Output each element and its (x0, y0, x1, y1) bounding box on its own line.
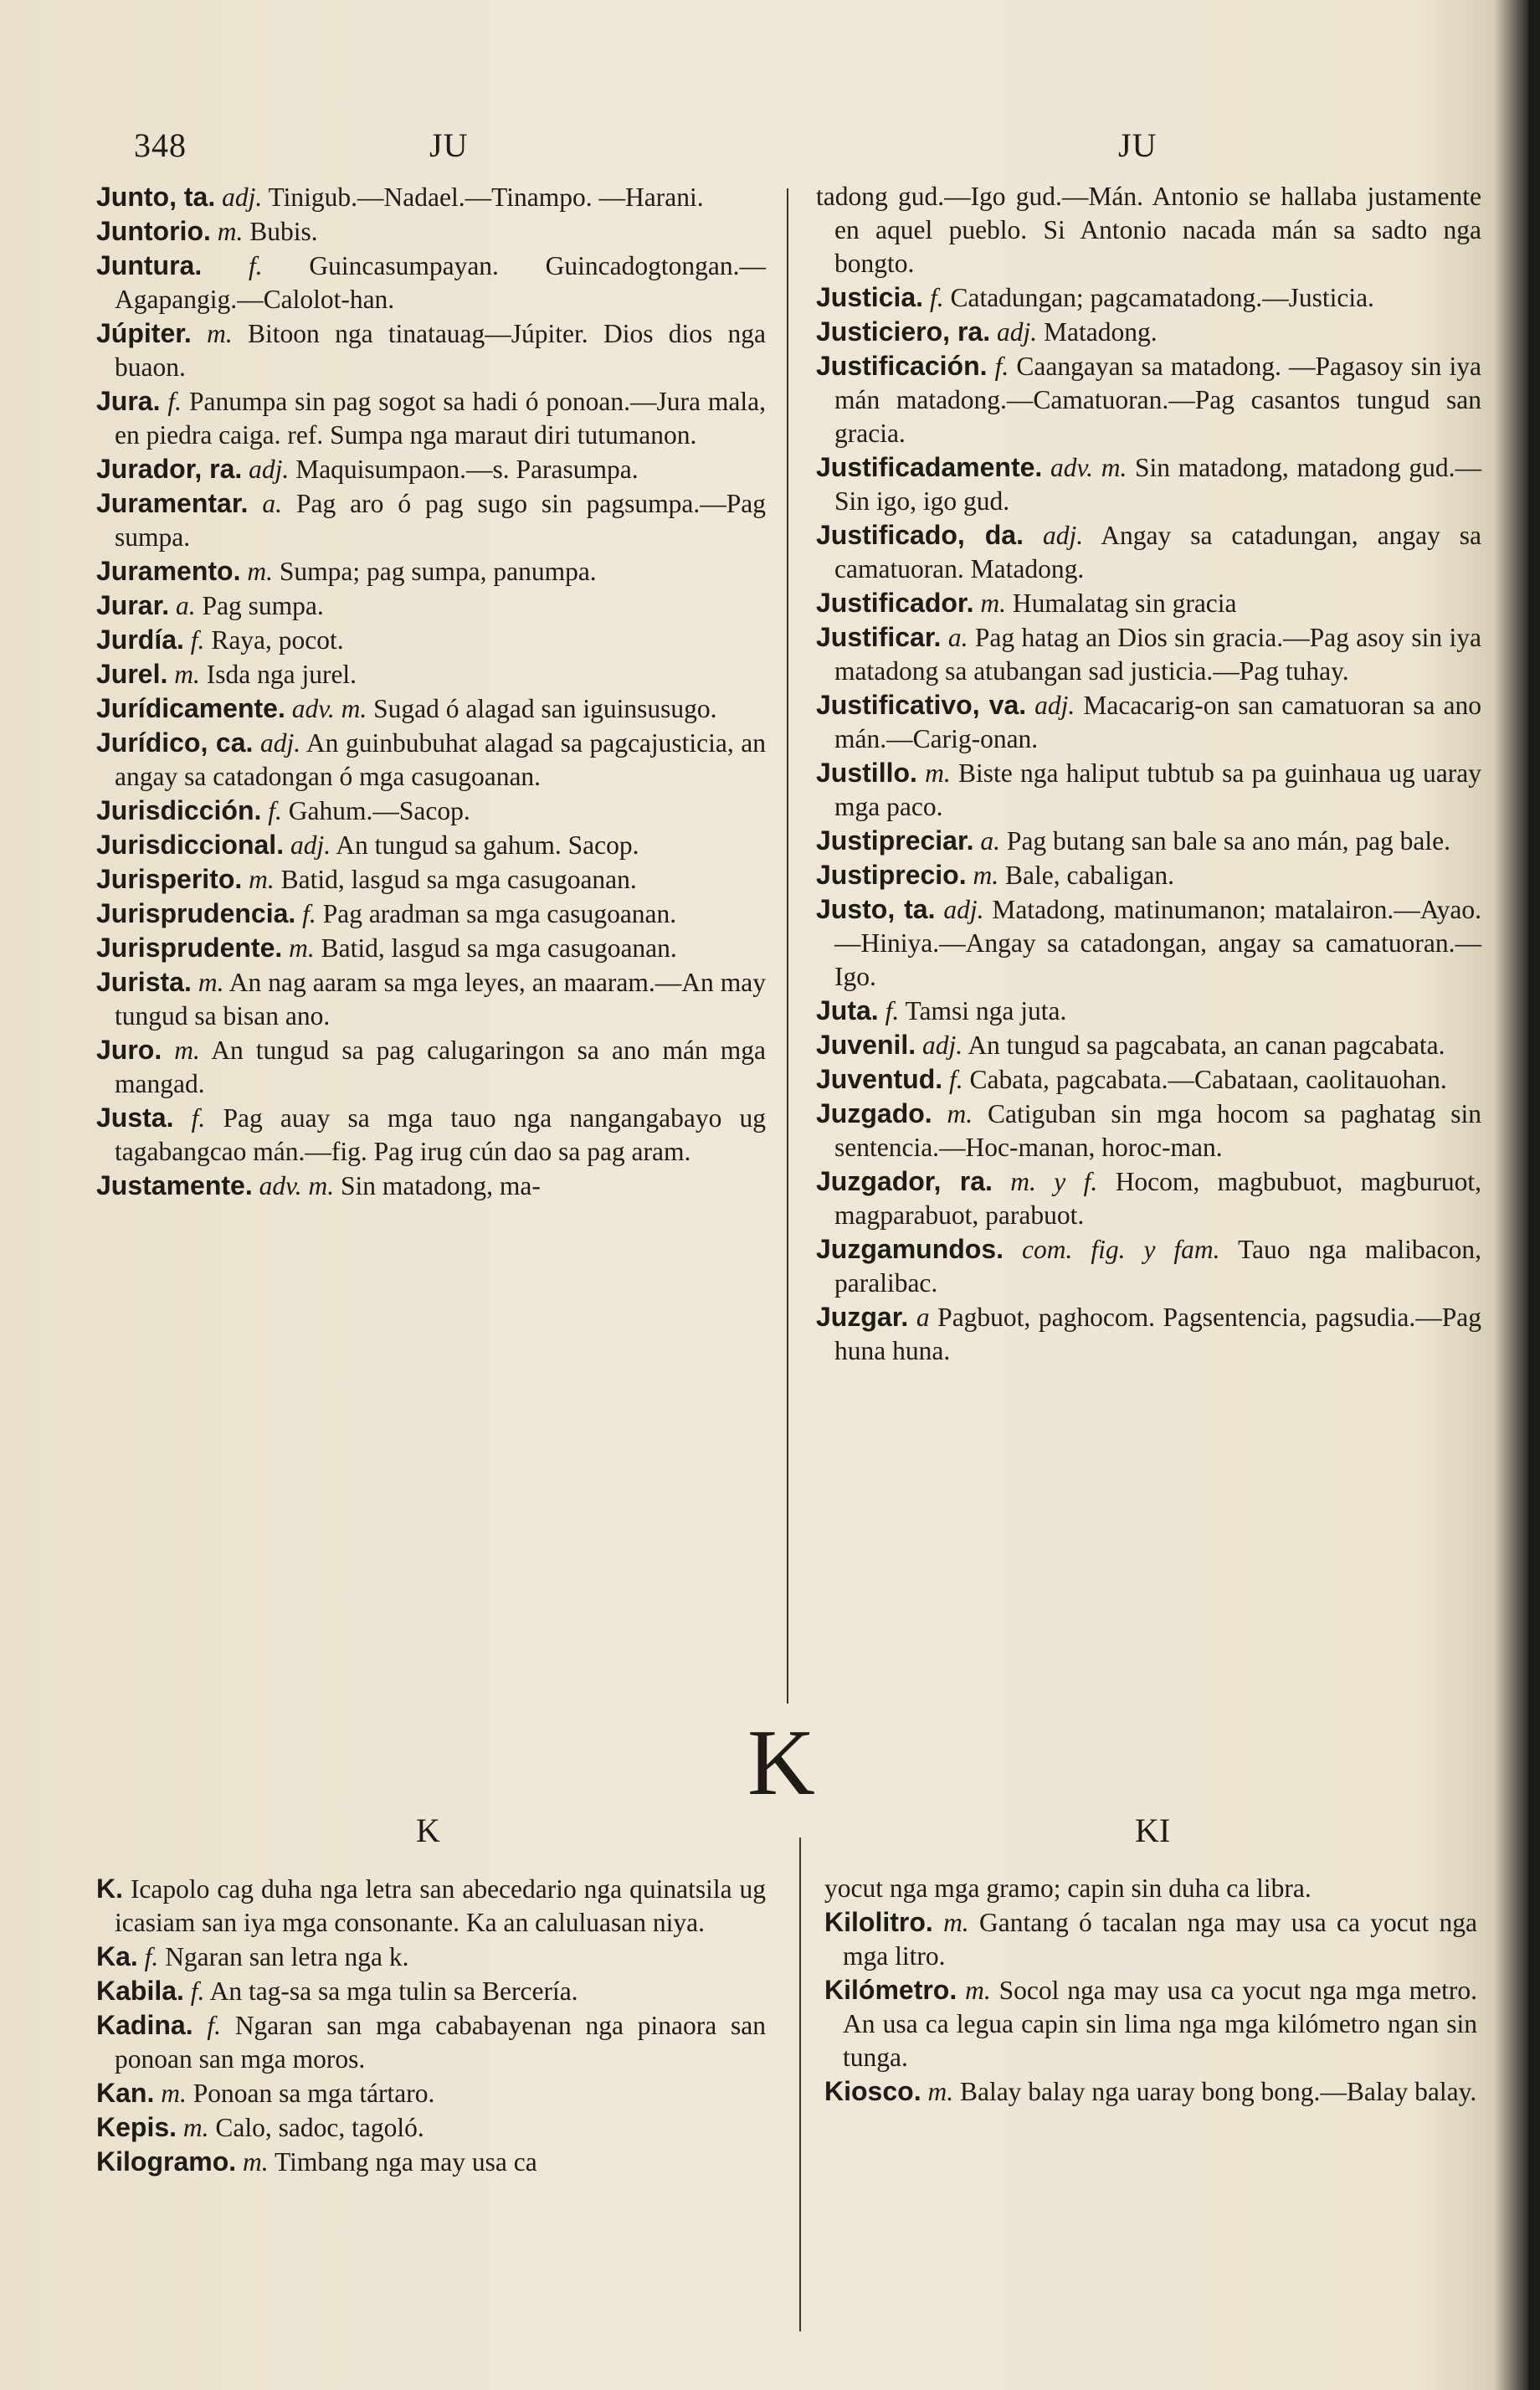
entry-abbreviation: adj. (922, 1031, 963, 1060)
entry-abbreviation: adj. (1042, 521, 1084, 550)
dictionary-entry (816, 858, 1481, 892)
k-left-column (96, 1872, 766, 2179)
entry-definition: An tag-sa sa mga tulin sa Bercería. (209, 1976, 578, 2006)
dictionary-entry (96, 2145, 766, 2179)
entry-headword: Juntorio. (96, 216, 211, 246)
entry-abbreviation: m. (207, 319, 233, 348)
dictionary-entry (96, 214, 766, 249)
entry-headword: Justillo. (816, 758, 917, 788)
entry-abbreviation: a. (980, 826, 1001, 856)
entry-abbreviation: m. (943, 1908, 969, 1937)
dictionary-entry (816, 824, 1481, 858)
entry-headword: Juzgado. (816, 1098, 932, 1128)
dictionary-entry (816, 1097, 1481, 1164)
entry-abbreviation: m. (198, 968, 224, 997)
entry-definition: Gantang ó tacalan nga may usa ca yocut nga mga litro. (843, 1908, 1478, 1971)
entry-headword: Jurdía. (96, 624, 184, 655)
entry-abbreviation: a. (176, 591, 196, 620)
entry-abbreviation: f. (191, 1103, 206, 1133)
entry-abbreviation: f. (248, 251, 263, 280)
entry-abbreviation: adj. (249, 455, 290, 484)
k-right-guide: KI (1135, 1812, 1171, 1849)
entry-headword: Justa. (96, 1102, 174, 1133)
entry-abbreviation: a (916, 1303, 930, 1332)
entry-definition: Cabata, pagcabata.—Cabataan, caolitauohan. (969, 1065, 1447, 1094)
dictionary-entry (816, 180, 1481, 280)
entry-definition: Pag aro ó pag sugo sin pagsumpa.—Pag sumpa. (115, 489, 766, 552)
entry-headword: Jurídicamente. (96, 693, 285, 723)
entry-definition: Tinigub.—Nadael.—Tinampo. —Harani. (268, 182, 704, 212)
entry-headword: Juventud. (816, 1064, 943, 1094)
entry-abbreviation: adj. (943, 895, 984, 924)
page-number: 348 (134, 126, 187, 164)
entry-headword: Jurador, ra. (96, 454, 243, 484)
entry-headword: Juramentar. (96, 488, 249, 518)
entry-headword: Juro. (96, 1035, 162, 1065)
entry-definition: Batid, lasgud sa mga casugoanan. (280, 865, 637, 894)
dictionary-entry (816, 688, 1481, 756)
entry-headword: Justificadamente. (816, 452, 1043, 482)
entry-definition: Sugad ó alagad san iguinsusugo. (373, 694, 717, 723)
entry-headword: Jurisprudencia. (96, 898, 296, 928)
dictionary-entry (816, 994, 1481, 1028)
entry-abbreviation: m. (965, 1976, 991, 2005)
entry-headword: Juta. (816, 995, 879, 1025)
dictionary-entry (816, 280, 1481, 315)
entry-headword: Kilolitro. (824, 1907, 933, 1937)
entry-abbreviation: f. (144, 1942, 159, 1971)
entry-definition: Matadong, matinumanon; matalairon.—Ayao.—Hiniya.—Angay sa catadongan, angay sa camatuoran.—Igo. (834, 895, 1482, 991)
entry-definition: Gahum.—Sacop. (288, 796, 470, 825)
entry-definition: Pag aradman sa mga casugoanan. (322, 899, 677, 928)
entry-abbreviation: f. (302, 899, 316, 928)
dictionary-entry (96, 452, 766, 486)
k-right-column (824, 1872, 1477, 2109)
entry-definition: yocut nga mga gramo; capin sin duha ca libra. (824, 1873, 1312, 1903)
book-spine-edge (1528, 0, 1540, 2390)
entry-abbreviation: m. (243, 2147, 269, 2177)
entry-abbreviation: f. (268, 796, 282, 825)
dictionary-entry (816, 518, 1481, 586)
entry-headword: Kilómetro. (824, 1975, 957, 2005)
entry-abbreviation: f. (929, 283, 944, 312)
entry-headword: Jurídico, ca. (96, 727, 254, 758)
entry-definition: Bale, cabaligan. (1004, 861, 1175, 890)
entry-headword: Juzgar. (816, 1302, 909, 1332)
entry-abbreviation: m. y f. (1010, 1167, 1098, 1196)
entry-definition: Biste nga haliput tubtub sa pa guinhaua ug uaray mga paco. (834, 758, 1481, 821)
entry-headword: Jurista. (96, 967, 192, 997)
entry-abbreviation: adv. m. (1050, 453, 1127, 482)
entry-definition: Sin matadong, ma- (341, 1171, 541, 1200)
entry-abbreviation: f. (207, 2011, 222, 2040)
entry-definition: Guincasumpayan. Guincadogtongan.—Agapangig.—Calolot-han. (115, 251, 767, 314)
dictionary-entry (96, 965, 766, 1033)
dictionary-entry (96, 1974, 766, 2008)
entry-definition: Sumpa; pag sumpa, panumpa. (279, 557, 597, 586)
entry-abbreviation: m. (161, 2079, 187, 2108)
entry-headword: Justificación. (816, 351, 988, 381)
dictionary-entry (96, 623, 766, 657)
dictionary-entry (816, 756, 1481, 824)
entry-abbreviation: m. (247, 557, 273, 586)
entry-headword: Kilogramo. (96, 2146, 237, 2177)
dictionary-entry (96, 249, 766, 316)
entry-headword: Júpiter. (96, 318, 192, 348)
dictionary-entry (816, 1232, 1481, 1300)
entry-headword: Kiosco. (824, 2076, 921, 2106)
entry-abbreviation: adv. m. (291, 694, 367, 723)
entry-headword: Justiciero, ra. (816, 316, 991, 347)
entry-abbreviation: com. fig. y fam. (1022, 1235, 1220, 1264)
dictionary-entry (816, 586, 1481, 620)
entry-definition: Pag butang san bale sa ano mán, pag bale. (1006, 826, 1451, 856)
entry-definition: Balay balay nga uaray bong bong.—Balay balay. (959, 2077, 1477, 2106)
entry-abbreviation: a. (262, 489, 282, 518)
entry-headword: Jurisdiccional. (96, 830, 285, 860)
entry-definition: An tungud sa pagcabata, an canan pagcabata. (968, 1031, 1445, 1060)
entry-definition: Pag hatag an Dios sin gracia.—Pag asoy sin iya matadong sa atubangan sad justicia.—Pag tuhay. (834, 623, 1482, 686)
entry-headword: Kepis. (96, 2112, 177, 2142)
entry-definition: Socol nga may usa ca yocut nga mga metro. An usa ca legua capin sin lima nga mga kilómetro ngan sin tunga. (843, 1976, 1478, 2072)
entry-abbreviation: f. (190, 1976, 205, 2006)
entry-definition: Pagbuot, paghocom. Pagsentencia, pagsudia.—Pag huna huna. (834, 1303, 1482, 1365)
dictionary-entry (96, 794, 766, 828)
entry-definition: Ngaran san letra nga k. (165, 1942, 409, 1971)
entry-definition: An tungud sa pag calugaringon sa ano mán mga mangad. (115, 1036, 767, 1098)
entry-definition: Maquisumpaon.—s. Parasumpa. (295, 455, 639, 484)
column-rule-k (799, 1837, 801, 2331)
entry-definition: Pag sumpa. (202, 591, 324, 620)
column-rule (787, 188, 788, 1704)
dictionary-entry (96, 1940, 766, 1974)
entry-headword: Jurisprudente. (96, 933, 283, 963)
dictionary-entry (96, 828, 766, 862)
entry-definition: Ngaran san mga cababayenan nga pinaora san ponoan san mga moros. (115, 2011, 767, 2074)
entry-headword: Kan. (96, 2078, 155, 2108)
dictionary-entry (96, 384, 766, 452)
entry-definition: Hocom, magbubuot, magburuot, magparabuot, parabuot. (834, 1167, 1482, 1230)
entry-headword: Justificar. (816, 622, 942, 652)
entry-headword: Jurisdicción. (96, 795, 262, 825)
dictionary-entry (96, 931, 766, 965)
entry-definition: An guinbubuhat alagad sa pagcajusticia, an angay sa catadongan ó mga casugoanan. (115, 728, 767, 791)
section-letter: K (747, 1711, 815, 1815)
left-guide-word: JU (429, 126, 469, 164)
dictionary-entry (816, 450, 1481, 518)
entry-headword: Juramento. (96, 556, 241, 586)
entry-definition: Angay sa catadungan, angay sa camatuoran. Matadong. (834, 521, 1481, 583)
entry-definition: Tauo nga malibacon, paralibac. (834, 1235, 1482, 1298)
entry-abbreviation: adj. (222, 182, 263, 212)
dictionary-entry (816, 1300, 1481, 1368)
entry-definition: An nag aaram sa mga leyes, an maaram.—An may tungud sa bisan ano. (115, 968, 767, 1031)
dictionary-entry (96, 180, 766, 214)
dictionary-entry (816, 1164, 1481, 1232)
entry-headword: Juzgador, ra. (816, 1166, 993, 1196)
entry-abbreviation: f. (167, 387, 182, 416)
entry-headword: Juzgamundos. (816, 1234, 1004, 1264)
dictionary-entry (96, 1872, 766, 1940)
entry-definition: Sin matadong, matadong gud.—Sin igo, igo gud. (834, 453, 1482, 516)
entry-abbreviation: f. (885, 996, 900, 1025)
entry-abbreviation: f. (994, 352, 1009, 381)
entry-definition: Humalatag sin gracia (1012, 589, 1237, 618)
right-guide-word: JU (1118, 126, 1158, 164)
entry-abbreviation: m. (980, 589, 1006, 618)
entry-definition: Icapolo cag duha nga letra san abecedario nga quinatsila ug icasiam san iya mga consonante. Ka an caluluasan niya. (115, 1874, 766, 1937)
dictionary-entry (824, 1872, 1477, 1905)
entry-definition: Isda nga jurel. (206, 660, 357, 689)
dictionary-entry (96, 691, 766, 726)
entry-headword: Justipreciar. (816, 825, 974, 856)
entry-definition: Calo, sadoc, tagoló. (215, 2113, 424, 2142)
entry-definition: An tungud sa gahum. Sacop. (336, 830, 639, 860)
entry-definition: Tamsi nga juta. (905, 996, 1067, 1025)
entry-headword: Justificativo, va. (816, 690, 1027, 720)
entry-headword: Justicia. (816, 282, 924, 312)
entry-abbreviation: adj. (996, 317, 1038, 347)
dictionary-entry (816, 349, 1481, 450)
dictionary-entry (96, 897, 766, 931)
entry-definition: tadong gud.—Igo gud.—Mán. Antonio se hallaba justamente en aquel pueblo. Si Antonio nacada mán sa sadto nga bongto. (816, 182, 1481, 278)
dictionary-entry (96, 2076, 766, 2110)
dictionary-entry (816, 315, 1481, 349)
entry-definition: Ponoan sa mga tártaro. (192, 2079, 435, 2108)
entry-headword: Junto, ta. (96, 182, 216, 212)
entry-abbreviation: a. (947, 623, 968, 652)
entry-abbreviation: m. (174, 660, 200, 689)
entry-headword: Justificador. (816, 588, 974, 618)
dictionary-entry (96, 657, 766, 691)
entry-abbreviation: m. (947, 1099, 973, 1128)
entry-headword: Justiprecio. (816, 860, 967, 890)
dictionary-entry (96, 2110, 766, 2145)
entry-headword: K. (96, 1873, 123, 1904)
entry-headword: Jurel. (96, 659, 168, 689)
entry-abbreviation: m. (249, 865, 275, 894)
entry-abbreviation: m. (925, 758, 951, 788)
entry-headword: Kabila. (96, 1976, 184, 2006)
entry-definition: Catadungan; pagcamatadong.—Justicia. (950, 283, 1374, 312)
entry-headword: Juntura. (96, 250, 203, 280)
entry-abbreviation: adj. (1034, 691, 1075, 720)
entry-headword: Jura. (96, 386, 161, 416)
entry-definition: Timbang nga may usa ca (274, 2147, 537, 2177)
dictionary-entry (96, 589, 766, 623)
entry-abbreviation: m. (973, 861, 999, 890)
dictionary-entry (816, 1062, 1481, 1097)
entry-definition: Catiguban sin mga hocom sa paghatag sin sentencia.—Hoc-manan, horoc-man. (834, 1099, 1482, 1162)
entry-abbreviation: m. (927, 2077, 954, 2106)
dictionary-entry (816, 1028, 1481, 1062)
entry-definition: Batid, lasgud sa mga casugoanan. (321, 933, 677, 963)
entry-definition: Macacarig-on san camatuoran sa ano mán.—Carig-onan. (834, 691, 1481, 753)
ju-left-column (96, 180, 766, 1203)
entry-abbreviation: m. (217, 217, 244, 246)
entry-abbreviation: m. (289, 933, 315, 963)
dictionary-entry (96, 486, 766, 554)
entry-definition: Bitoon nga tinatauag—Júpiter. Dios dios nga buaon. (115, 319, 767, 382)
entry-abbreviation: adj. (290, 830, 331, 860)
entry-definition: Matadong. (1043, 317, 1158, 347)
ju-right-column (816, 180, 1481, 1368)
entry-definition: Raya, pocot. (211, 625, 344, 655)
entry-headword: Jurar. (96, 590, 170, 620)
entry-abbreviation: adv. m. (259, 1171, 335, 1200)
dictionary-entry (96, 1101, 766, 1169)
entry-definition: Caangayan sa matadong. —Pagasoy sin iya mán matadong.—Camatuoran.—Pag casantos tungud san gracia. (834, 352, 1482, 448)
entry-abbreviation: m. (174, 1036, 200, 1065)
dictionary-entry (96, 2008, 766, 2076)
dictionary-entry (824, 1973, 1477, 2074)
entry-definition: Bubis. (249, 217, 318, 246)
dictionary-entry (824, 2074, 1477, 2109)
entry-headword: Justificado, da. (816, 520, 1024, 550)
entry-definition: Panumpa sin pag sogot sa hadi ó ponoan.—Jura mala, en piedra caiga. ref. Sumpa nga maraut diri tutumanon. (115, 387, 767, 450)
dictionary-entry (96, 726, 766, 794)
entry-abbreviation: f. (949, 1065, 963, 1094)
entry-headword: Justo, ta. (816, 894, 936, 924)
entry-headword: Jurisperito. (96, 864, 243, 894)
dictionary-entry (96, 1033, 766, 1101)
dictionary-entry (824, 1905, 1477, 1973)
entry-abbreviation: m. (182, 2113, 209, 2142)
entry-headword: Justamente. (96, 1170, 253, 1200)
entry-headword: Ka. (96, 1941, 138, 1971)
dictionary-entry (816, 620, 1481, 688)
dictionary-entry (96, 316, 766, 384)
entry-headword: Juvenil. (816, 1030, 916, 1060)
entry-headword: Kadina. (96, 2010, 193, 2040)
k-left-guide: K (416, 1812, 440, 1849)
dictionary-entry (816, 892, 1481, 994)
dictionary-entry (96, 1169, 766, 1203)
entry-abbreviation: f. (190, 625, 205, 655)
entry-definition: Pag auay sa mga tauo nga nangangabayo ug tagabangcao mán.—fig. Pag irug cún dao sa pag aram. (115, 1103, 766, 1166)
dictionary-entry (96, 554, 766, 589)
dictionary-entry (96, 862, 766, 897)
entry-abbreviation: adj. (259, 728, 301, 758)
